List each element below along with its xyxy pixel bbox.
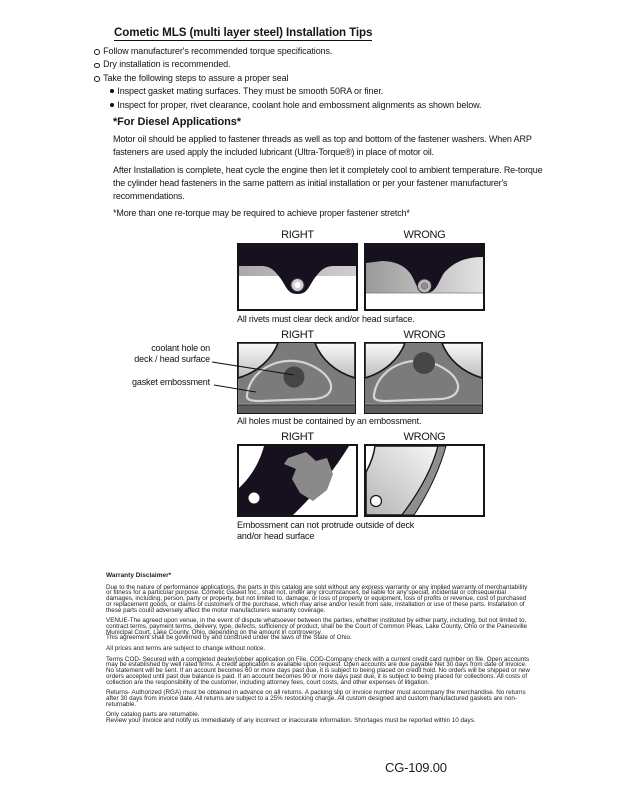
filled-bullet-icon	[110, 89, 114, 93]
document-number: CG-109.00	[385, 760, 447, 775]
coolant-hole	[413, 352, 435, 374]
warranty-heading: Warranty Disclaimer*	[106, 572, 172, 579]
protrusion-right-panel	[237, 444, 358, 517]
protrusion-caption	[237, 520, 467, 541]
filled-bullet-icon	[110, 103, 114, 107]
bolt-hole	[249, 493, 260, 504]
warranty-paragraph: This agreement shall be governed by and construed under the laws of the State of Ohio.	[106, 634, 352, 642]
coolant-hole	[284, 367, 305, 388]
list-item-text: Inspect gasket mating surfaces. They must be smooth 50RA or finer.	[117, 86, 384, 97]
warranty-paragraph: VENUE-The agreed upon venue, in the event of dispute whatsoever between the parties, whether instituted by either party, including, but not limited to, contract terms, payment terms, delivery, type, defects, sufficiency of product, shall be the Court of Common Pleas, Lake County, Ohio or the Painesville Municipal Court, Lake County, Ohio, depending on the amount in controversy.	[106, 617, 528, 636]
rivet-clearance-wrong-illustration	[366, 245, 483, 309]
warranty-paragraph: All prices and terms are subject to change without notice.	[106, 645, 266, 653]
protrusion-caption-line1: Embossment can not protrude outside of deck	[237, 520, 415, 530]
rivet-clearance-right-illustration	[239, 245, 356, 309]
wrong-heading: WRONG	[403, 229, 446, 241]
right-heading: RIGHT	[281, 229, 314, 241]
protrusion-wrong-panel	[364, 444, 485, 517]
warranty-paragraph: Only catalog parts are returnable.	[106, 711, 200, 719]
list-item	[94, 45, 564, 58]
warranty-disclaimer	[106, 573, 530, 724]
embossment-caption: All holes must be contained by an embossment.	[237, 416, 422, 426]
embossment-containment-right-illustration	[238, 343, 355, 413]
gasket-embossment-label: gasket embossment	[132, 377, 210, 387]
diesel-applications-heading: *For Diesel Applications*	[113, 116, 241, 128]
warranty-paragraph: Due to the nature of performance applications, the parts in this catalog are sold without any express warranty or any implied warranty of merchantability or fitness for a particular purpose. Cometic Gasket Inc., shall not, under any circumstances, be liable for any special, incidental or consequential damages, including, person, party or property, but not limited to, damage, or loss of property or equipment, loss of profits or revenue, cost of purchased or replacement goods, or claims of customers of the purchase, which may arise and/or result from sale, installation or use of these parts. Installation of these parts could adversely affect the motor manufacturers warranty coverage.	[106, 583, 528, 614]
rivet-wrong-panel	[364, 243, 485, 311]
diesel-paragraph-2: After Installation is complete, heat cycle the engine then let it completely cool to ambient temperature. Re-torque the cylinder head fasteners in the same pattern as initial installation or per your fastener manufacturer's recommendations.	[113, 165, 543, 201]
retorque-note: *More than one re-torque may be required to achieve proper fastener stretch*	[113, 208, 410, 218]
wrong-heading: WRONG	[403, 329, 446, 341]
warranty-paragraph: Returns- Authorized (RGA) must be obtained in advance on all returns. A packing slip or invoice number must accompany the merchandise. No returns after 30 days from invoice date. All returns are subject to a 25% restocking charge. All custom designed and custom manufactured gaskets are non-returnable.	[106, 689, 526, 708]
list-item-text: Take the following steps to assure a proper seal	[103, 72, 289, 83]
rivet-right-panel	[237, 243, 358, 311]
coolant-hole-label-line1: coolant hole on	[151, 343, 210, 353]
embossment-protrusion-right-illustration	[239, 446, 356, 515]
page-title: Cometic MLS (multi layer steel) Installation Tips	[114, 26, 373, 39]
rivet-caption: All rivets must clear deck and/or head surface.	[237, 314, 415, 324]
list-item-text: Inspect for proper, rivet clearance, coolant hole and embossment alignments as shown below.	[117, 99, 482, 110]
right-heading: RIGHT	[281, 431, 314, 443]
embossment-wrong-panel	[364, 342, 483, 414]
open-bullet-icon	[94, 76, 100, 82]
wrong-heading: WRONG	[403, 431, 446, 443]
embossment-containment-wrong-illustration	[365, 343, 482, 413]
embossment-right-panel	[237, 342, 356, 414]
warranty-paragraph: Review your invoice and notify us immediately of any incorrect or inaccurate information. Shortages must be reported within 10 days.	[106, 717, 476, 725]
right-heading: RIGHT	[281, 329, 314, 341]
embossment-protrusion-wrong-illustration	[366, 446, 483, 515]
list-item	[94, 99, 564, 112]
list-item-text: Dry installation is recommended.	[103, 59, 231, 70]
list-item-text: Follow manufacturer's recommended torque specifications.	[103, 46, 333, 56]
list-item	[94, 85, 564, 98]
list-item	[94, 58, 564, 71]
protrusion-caption-line2: and/or head surface	[237, 530, 315, 541]
bolt-hole	[371, 496, 382, 507]
open-bullet-icon	[94, 49, 100, 55]
open-bullet-icon	[94, 63, 100, 69]
warranty-paragraph: Terms COD- Secured with a completed dealer/jobber application on File, COD-Company check with a current credit card number on file. Open accounts may be established by well rated firms. A credit application is available upon request. Open accounts are due payable Net 30 days from date of invoice. No statement will be sent. If an account becomes 60 or more days past due, it is subject to being placed on credit hold. No orders will be shipped or new orders accepted until past due balance is paid. If an account becomes 90 or more days past due, it is subject to being placed for collections. All costs of collection are the responsibility of the customer, including attorney fees, court costs, and other expenses of litigation.	[106, 655, 530, 686]
installation-tips-list	[94, 45, 564, 112]
coolant-hole-label-line2: deck / head surface	[134, 354, 210, 364]
list-item	[94, 72, 564, 85]
diesel-paragraph-1: Motor oil should be applied to fastener threads as well as top and bottom of the fastener washers. When ARP fasteners are used apply the included lubricant (Ultra-Torque®) in place of motor oil.	[113, 134, 532, 157]
